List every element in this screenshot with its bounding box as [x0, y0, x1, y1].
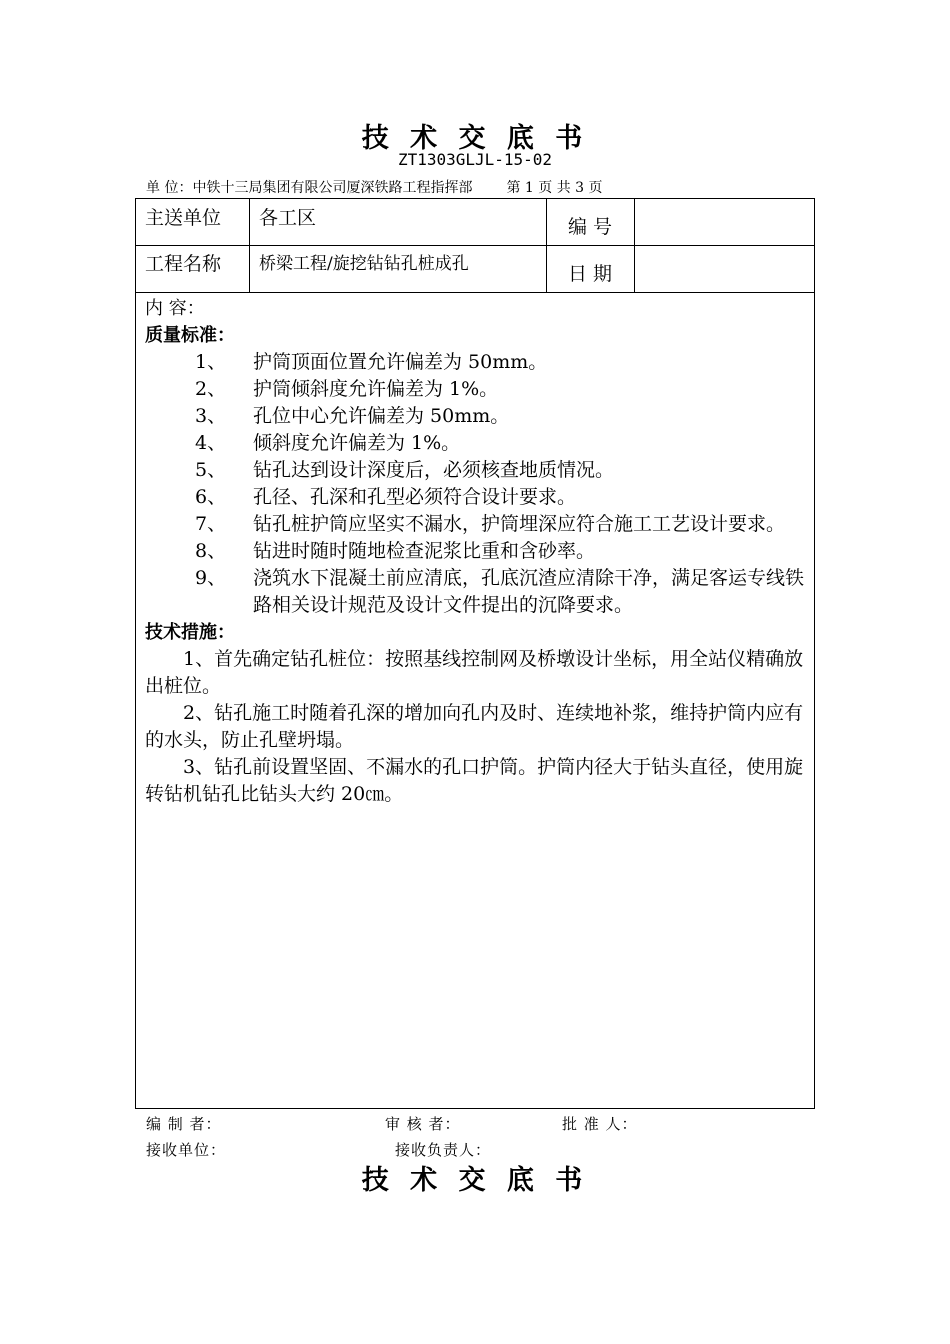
item-number: 7、 — [195, 513, 227, 535]
list-item — [145, 484, 807, 511]
col-divider-3 — [634, 199, 635, 292]
date-label: 日 期 — [568, 263, 613, 285]
list-item — [145, 538, 807, 565]
item-number: 6、 — [195, 486, 227, 508]
col-divider-1 — [249, 199, 250, 292]
item-number: 9、 — [195, 567, 227, 589]
item-text: 浇筑水下混凝土前应清底，孔底沉渣应清除干净，满足客运专线铁路相关设计规范及设计文件提出的沉降要求。 — [253, 567, 805, 616]
col-divider-2 — [546, 199, 547, 292]
send-unit-value: 各工区 — [259, 207, 317, 229]
item-number: 8、 — [195, 540, 227, 562]
quality-list — [145, 349, 807, 619]
unit-line — [146, 177, 603, 197]
measures-heading: 技术措施： — [145, 622, 235, 643]
list-item — [145, 565, 807, 619]
item-text: 护筒倾斜度允许偏差为 1%。 — [253, 378, 499, 400]
item-number: 5、 — [195, 459, 227, 481]
row-divider-2 — [136, 292, 814, 293]
item-number: 4、 — [195, 432, 227, 454]
document-code: ZT1303GLJL-15-02 — [397, 150, 553, 169]
project-name-value: 桥梁工程/旋挖钻钻孔桩成孔 — [259, 254, 469, 274]
measure-paragraph: 3、钻孔前设置坚固、不漏水的孔口护筒。护筒内径大于钻头直径，使用旋转钻机钻孔比钻头大约 20㎝。 — [145, 756, 804, 805]
item-text: 孔位中心允许偏差为 50mm。 — [253, 405, 510, 427]
receiver-person-label: 接收负责人： — [395, 1141, 492, 1159]
list-item — [145, 403, 807, 430]
list-item — [145, 457, 807, 484]
document-title: 技 术 交 底 书 — [361, 123, 589, 154]
item-text: 倾斜度允许偏差为 1%。 — [253, 432, 461, 454]
item-text: 孔径、孔深和孔型必须符合设计要求。 — [253, 486, 577, 508]
list-item — [145, 511, 807, 538]
item-number: 3、 — [195, 405, 227, 427]
receiver-unit-label: 接收单位： — [146, 1141, 227, 1159]
list-item — [145, 349, 807, 376]
send-unit-label: 主送单位 — [145, 207, 222, 229]
item-text: 护筒顶面位置允许偏差为 50mm。 — [253, 351, 548, 373]
number-label: 编 号 — [568, 216, 613, 238]
item-number: 1、 — [195, 351, 227, 373]
row-divider-1 — [136, 245, 814, 246]
disclosure-form — [135, 198, 815, 1109]
project-name-label: 工程名称 — [145, 253, 222, 275]
page-info: 第 1 页 共 3 页 — [506, 180, 603, 196]
measure-paragraph: 1、首先确定钻孔桩位：按照基线控制网及桥墩设计坐标，用全站仪精确放出桩位。 — [145, 648, 804, 697]
item-text: 钻孔达到设计深度后，必须核查地质情况。 — [253, 459, 615, 481]
reviewer-label: 审 核 者： — [385, 1115, 461, 1133]
unit-text: 单 位：中铁十三局集团有限公司厦深铁路工程指挥部 — [146, 180, 473, 196]
approver-label: 批 准 人： — [562, 1115, 638, 1133]
list-item — [145, 376, 807, 403]
next-page-title: 技 术 交 底 书 — [361, 1165, 589, 1196]
list-item — [145, 430, 807, 457]
measure-paragraph: 2、钻孔施工时随着孔深的增加向孔内及时、连续地补浆，维持护筒内应有的水头，防止孔壁坍塌。 — [145, 702, 804, 751]
content-section — [145, 295, 807, 808]
item-text: 钻孔桩护筒应坚实不漏水，护筒埋深应符合施工工艺设计要求。 — [253, 513, 786, 535]
quality-heading: 质量标准： — [145, 325, 235, 346]
content-label: 内 容： — [145, 298, 205, 319]
item-number: 2、 — [195, 378, 227, 400]
compiler-label: 编 制 者： — [146, 1115, 222, 1133]
item-text: 钻进时随时随地检查泥浆比重和含砂率。 — [253, 540, 596, 562]
